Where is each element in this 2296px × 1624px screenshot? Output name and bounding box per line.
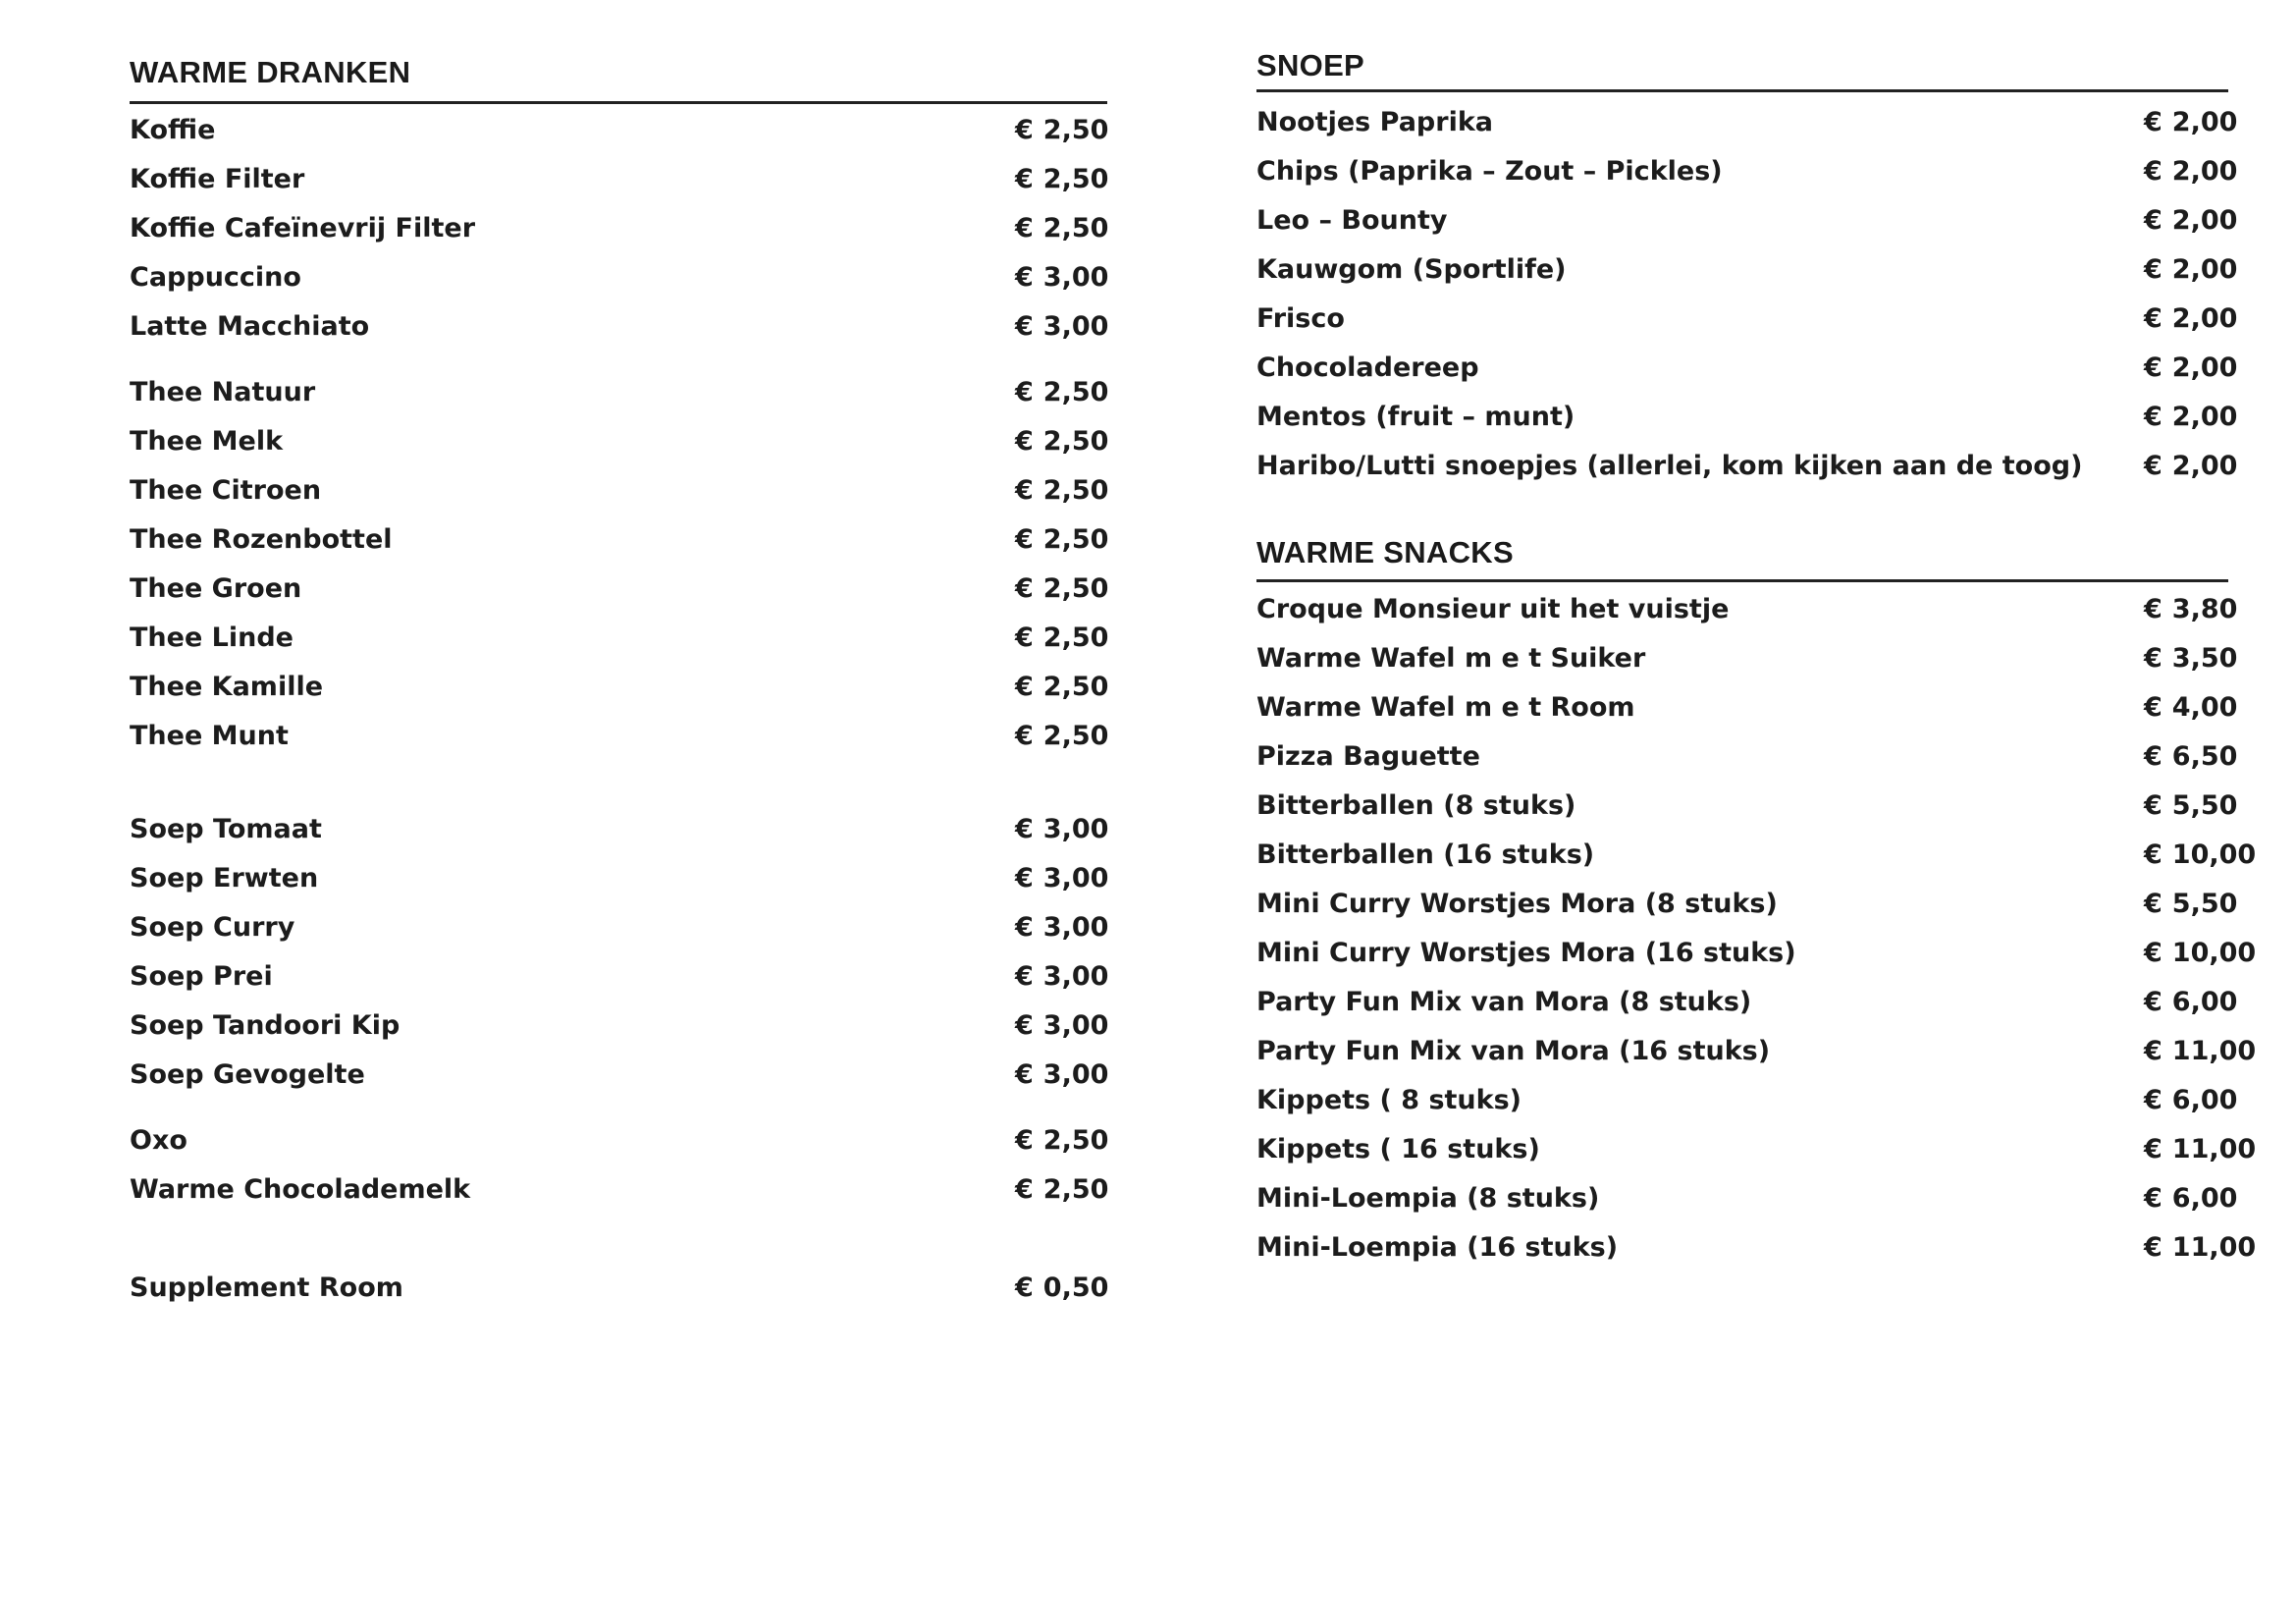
currency-symbol: € bbox=[1015, 863, 1034, 893]
currency-symbol: € bbox=[2144, 1036, 2163, 1066]
menu-item-name: Soep Prei bbox=[130, 961, 273, 992]
price-amount: 11,00 bbox=[2171, 1036, 2257, 1066]
price-amount: 11,00 bbox=[2171, 1232, 2257, 1263]
price-amount: 2,50 bbox=[1042, 573, 1109, 604]
menu-item-name: Thee Linde bbox=[130, 623, 294, 653]
price-amount: 2,00 bbox=[2171, 205, 2238, 236]
price-amount: 2,00 bbox=[2171, 107, 2238, 137]
price-amount: 6,00 bbox=[2171, 1085, 2238, 1115]
currency-symbol: € bbox=[2144, 692, 2163, 723]
menu-item-name: Mini Curry Worstjes Mora (8 stuks) bbox=[1256, 889, 1778, 919]
currency-symbol: € bbox=[2144, 352, 2163, 383]
menu-item-name: Latte Macchiato bbox=[130, 311, 370, 342]
price-amount: 2,00 bbox=[2171, 352, 2238, 383]
price-amount: 2,50 bbox=[1042, 164, 1109, 194]
price-amount: 3,00 bbox=[1042, 814, 1109, 844]
currency-symbol: € bbox=[1015, 426, 1034, 457]
currency-symbol: € bbox=[1015, 115, 1034, 145]
currency-symbol: € bbox=[2144, 889, 2163, 919]
menu-item-price bbox=[2144, 152, 2237, 191]
menu-item-name: Leo – Bounty bbox=[1256, 205, 1448, 236]
menu-item-price bbox=[2144, 639, 2237, 678]
price-amount: 2,50 bbox=[1042, 115, 1109, 145]
price-amount: 3,00 bbox=[1042, 912, 1109, 943]
menu-item-name: Haribo/Lutti snoepjes (allerlei, kom kijken aan de toog) bbox=[1256, 451, 2083, 481]
menu-item-price bbox=[2144, 1032, 2256, 1071]
currency-symbol: € bbox=[2144, 839, 2163, 870]
menu-item-price bbox=[2144, 398, 2237, 437]
title-divider bbox=[1256, 579, 2228, 582]
currency-symbol: € bbox=[1015, 1272, 1034, 1303]
currency-symbol: € bbox=[1015, 311, 1034, 342]
price-amount: 3,00 bbox=[1042, 1010, 1109, 1041]
menu-item-name: Mini-Loempia (8 stuks) bbox=[1256, 1183, 1600, 1214]
price-amount: 2,50 bbox=[1042, 672, 1109, 702]
menu-item-price bbox=[1015, 209, 1108, 248]
menu-item-name: Mentos (fruit – munt) bbox=[1256, 402, 1575, 432]
menu-item-price bbox=[1015, 111, 1108, 150]
title-divider bbox=[1256, 89, 2228, 92]
currency-symbol: € bbox=[2144, 303, 2163, 334]
menu-item-price bbox=[2144, 299, 2237, 339]
menu-item-price bbox=[2144, 688, 2237, 728]
currency-symbol: € bbox=[2144, 741, 2163, 772]
menu-item-price bbox=[2144, 836, 2256, 875]
currency-symbol: € bbox=[1015, 623, 1034, 653]
price-amount: 11,00 bbox=[2171, 1134, 2257, 1164]
menu-item-name: Soep Erwten bbox=[130, 863, 319, 893]
menu-item-name: Soep Tomaat bbox=[130, 814, 322, 844]
menu-item-name: Kauwgom (Sportlife) bbox=[1256, 254, 1567, 285]
menu-item-name: Cappuccino bbox=[130, 262, 301, 293]
price-amount: 2,00 bbox=[2171, 156, 2238, 187]
currency-symbol: € bbox=[1015, 1010, 1034, 1041]
menu-item-price bbox=[1015, 1170, 1108, 1210]
menu-item-name: Thee Rozenbottel bbox=[130, 524, 393, 555]
menu-item-name: Koffie Cafeïnevrij Filter bbox=[130, 213, 476, 244]
currency-symbol: € bbox=[1015, 213, 1034, 244]
menu-item-name: Soep Tandoori Kip bbox=[130, 1010, 400, 1041]
currency-symbol: € bbox=[1015, 262, 1034, 293]
price-amount: 3,00 bbox=[1042, 311, 1109, 342]
menu-item-price bbox=[1015, 957, 1108, 997]
price-amount: 6,50 bbox=[2171, 741, 2238, 772]
menu-item-price bbox=[1015, 373, 1108, 412]
currency-symbol: € bbox=[2144, 1085, 2163, 1115]
price-amount: 2,00 bbox=[2171, 402, 2238, 432]
menu-item-price bbox=[2144, 250, 2237, 290]
currency-symbol: € bbox=[2144, 987, 2163, 1017]
currency-symbol: € bbox=[2144, 1134, 2163, 1164]
menu-item-price bbox=[2144, 983, 2237, 1022]
price-amount: 3,00 bbox=[1042, 1059, 1109, 1090]
currency-symbol: € bbox=[1015, 164, 1034, 194]
currency-symbol: € bbox=[1015, 1174, 1034, 1205]
price-amount: 2,00 bbox=[2171, 254, 2238, 285]
menu-item-name: Soep Curry bbox=[130, 912, 295, 943]
currency-symbol: € bbox=[2144, 643, 2163, 674]
menu-item-price bbox=[1015, 569, 1108, 609]
menu-item-price bbox=[1015, 619, 1108, 658]
price-amount: 10,00 bbox=[2171, 938, 2257, 968]
menu-item-price bbox=[1015, 668, 1108, 707]
price-amount: 5,50 bbox=[2171, 889, 2238, 919]
menu-item-price bbox=[1015, 422, 1108, 461]
menu-item-price bbox=[1015, 810, 1108, 849]
menu-item-price bbox=[2144, 1228, 2256, 1268]
currency-symbol: € bbox=[2144, 205, 2163, 236]
menu-item-name: Mini-Loempia (16 stuks) bbox=[1256, 1232, 1619, 1263]
menu-item-price bbox=[2144, 201, 2237, 241]
price-amount: 2,00 bbox=[2171, 303, 2238, 334]
currency-symbol: € bbox=[1015, 912, 1034, 943]
currency-symbol: € bbox=[2144, 938, 2163, 968]
price-amount: 4,00 bbox=[2171, 692, 2238, 723]
menu-item-price bbox=[1015, 1121, 1108, 1161]
menu-item-price bbox=[1015, 1269, 1108, 1308]
currency-symbol: € bbox=[2144, 1183, 2163, 1214]
menu-item-name: Bitterballen (8 stuks) bbox=[1256, 790, 1576, 821]
menu-item-name: Warme Chocolademelk bbox=[130, 1174, 471, 1205]
menu-item-name: Thee Munt bbox=[130, 721, 289, 751]
currency-symbol: € bbox=[1015, 377, 1034, 407]
menu-item-name: Nootjes Paprika bbox=[1256, 107, 1493, 137]
menu-item-name: Party Fun Mix van Mora (8 stuks) bbox=[1256, 987, 1752, 1017]
menu-item-name: Frisco bbox=[1256, 303, 1345, 334]
currency-symbol: € bbox=[1015, 573, 1034, 604]
menu-item-price bbox=[2144, 885, 2237, 924]
price-amount: 2,50 bbox=[1042, 213, 1109, 244]
menu-item-price bbox=[2144, 934, 2256, 973]
currency-symbol: € bbox=[1015, 1125, 1034, 1156]
currency-symbol: € bbox=[2144, 254, 2163, 285]
menu-item-price bbox=[1015, 160, 1108, 199]
section-title-warme-snacks: WARME SNACKS bbox=[1256, 535, 1514, 569]
price-amount: 2,50 bbox=[1042, 1174, 1109, 1205]
menu-item-price bbox=[1015, 520, 1108, 560]
menu-item-price bbox=[1015, 471, 1108, 511]
currency-symbol: € bbox=[1015, 672, 1034, 702]
menu-item-price bbox=[1015, 307, 1108, 347]
menu-item-name: Kippets ( 8 stuks) bbox=[1256, 1085, 1522, 1115]
menu-item-name: Warme Wafel m e t Suiker bbox=[1256, 643, 1646, 674]
menu-item-name: Koffie Filter bbox=[130, 164, 305, 194]
menu-item-price bbox=[2144, 1081, 2237, 1120]
menu-item-name: Thee Groen bbox=[130, 573, 302, 604]
currency-symbol: € bbox=[2144, 790, 2163, 821]
menu-item-name: Pizza Baguette bbox=[1256, 741, 1480, 772]
menu-item-name: Koffie bbox=[130, 115, 216, 145]
price-amount: 2,50 bbox=[1042, 721, 1109, 751]
currency-symbol: € bbox=[2144, 107, 2163, 137]
currency-symbol: € bbox=[1015, 524, 1034, 555]
menu-item-price bbox=[1015, 1056, 1108, 1095]
menu-item-price bbox=[2144, 786, 2237, 826]
menu-item-name: Bitterballen (16 stuks) bbox=[1256, 839, 1595, 870]
menu-item-name: Warme Wafel m e t Room bbox=[1256, 692, 1635, 723]
menu-item-price bbox=[1015, 1006, 1108, 1046]
menu-item-price bbox=[1015, 908, 1108, 947]
menu-item-price bbox=[2144, 737, 2237, 777]
menu-item-name: Thee Citroen bbox=[130, 475, 322, 506]
price-amount: 10,00 bbox=[2171, 839, 2257, 870]
price-amount: 2,50 bbox=[1042, 623, 1109, 653]
menu-item-name: Chips (Paprika – Zout – Pickles) bbox=[1256, 156, 1723, 187]
menu-item-price bbox=[2144, 103, 2237, 142]
price-amount: 2,50 bbox=[1042, 524, 1109, 555]
menu-item-name: Thee Melk bbox=[130, 426, 284, 457]
menu-item-name: Croque Monsieur uit het vuistje bbox=[1256, 594, 1730, 624]
price-amount: 2,50 bbox=[1042, 475, 1109, 506]
currency-symbol: € bbox=[1015, 721, 1034, 751]
menu-item-price bbox=[2144, 349, 2237, 388]
menu-item-name: Kippets ( 16 stuks) bbox=[1256, 1134, 1540, 1164]
menu-item-name: Supplement Room bbox=[130, 1272, 403, 1303]
menu-item-price bbox=[2144, 1130, 2256, 1169]
currency-symbol: € bbox=[2144, 402, 2163, 432]
currency-symbol: € bbox=[2144, 594, 2163, 624]
price-amount: 3,80 bbox=[2171, 594, 2238, 624]
price-amount: 6,00 bbox=[2171, 1183, 2238, 1214]
price-amount: 6,00 bbox=[2171, 987, 2238, 1017]
menu-item-name: Chocoladereep bbox=[1256, 352, 1479, 383]
menu-item-price bbox=[1015, 859, 1108, 898]
price-amount: 2,00 bbox=[2171, 451, 2238, 481]
currency-symbol: € bbox=[2144, 451, 2163, 481]
menu-item-price bbox=[2144, 447, 2237, 486]
menu-item-price bbox=[2144, 1179, 2237, 1218]
menu-item-name: Thee Kamille bbox=[130, 672, 324, 702]
currency-symbol: € bbox=[1015, 814, 1034, 844]
price-amount: 3,00 bbox=[1042, 262, 1109, 293]
section-title-warme-dranken: WARME DRANKEN bbox=[130, 55, 411, 89]
price-amount: 5,50 bbox=[2171, 790, 2238, 821]
price-amount: 0,50 bbox=[1042, 1272, 1109, 1303]
price-amount: 3,00 bbox=[1042, 961, 1109, 992]
currency-symbol: € bbox=[1015, 1059, 1034, 1090]
menu-item-price bbox=[1015, 258, 1108, 298]
currency-symbol: € bbox=[2144, 156, 2163, 187]
menu-item-name: Party Fun Mix van Mora (16 stuks) bbox=[1256, 1036, 1771, 1066]
price-amount: 3,00 bbox=[1042, 863, 1109, 893]
menu-item-name: Mini Curry Worstjes Mora (16 stuks) bbox=[1256, 938, 1796, 968]
menu-item-price bbox=[2144, 590, 2237, 629]
section-title-snoep: SNOEP bbox=[1256, 48, 1365, 82]
price-amount: 3,50 bbox=[2171, 643, 2238, 674]
currency-symbol: € bbox=[2144, 1232, 2163, 1263]
currency-symbol: € bbox=[1015, 961, 1034, 992]
price-amount: 2,50 bbox=[1042, 1125, 1109, 1156]
price-amount: 2,50 bbox=[1042, 377, 1109, 407]
menu-item-price bbox=[1015, 717, 1108, 756]
currency-symbol: € bbox=[1015, 475, 1034, 506]
menu-item-name: Thee Natuur bbox=[130, 377, 316, 407]
price-amount: 2,50 bbox=[1042, 426, 1109, 457]
menu-item-name: Oxo bbox=[130, 1125, 187, 1156]
menu-item-name: Soep Gevogelte bbox=[130, 1059, 365, 1090]
title-divider bbox=[130, 101, 1107, 104]
